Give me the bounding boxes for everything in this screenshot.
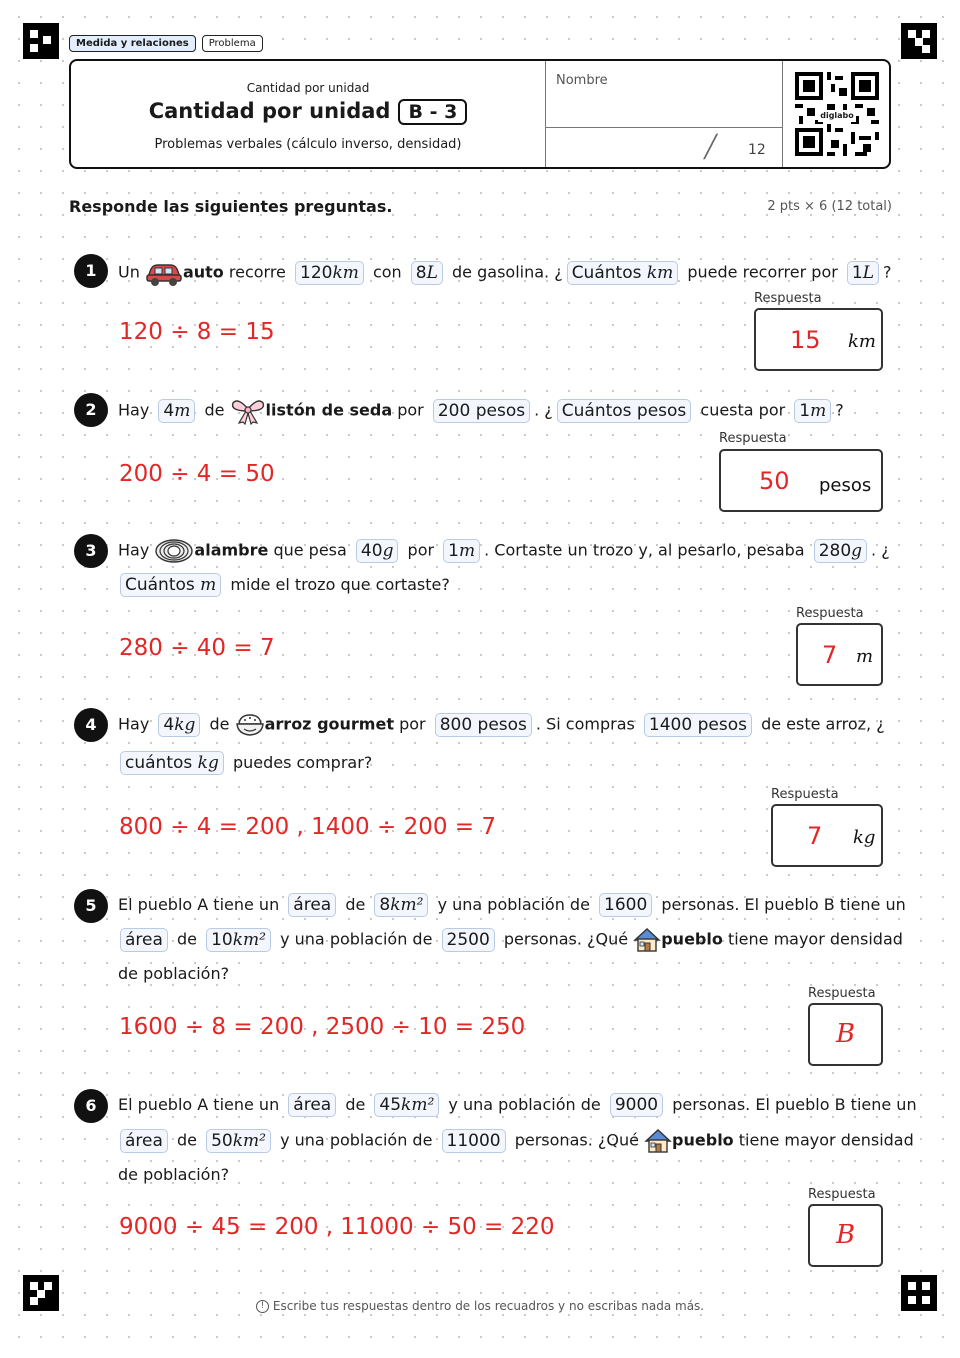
question-number: 1 [74, 254, 108, 288]
question-number: 6 [74, 1089, 108, 1123]
value-box: 1m [443, 539, 480, 563]
value-box: 2500 [442, 928, 495, 952]
calculation: 120 ÷ 8 = 15 [119, 319, 275, 345]
footer-text: Escribe tus respuestas dentro de los recuadros y no escribas nada más. [272, 1299, 705, 1313]
answer-box[interactable] [771, 804, 883, 867]
value-box: 8km² [374, 893, 428, 917]
question-number: 3 [74, 534, 108, 568]
answer-box[interactable] [808, 1003, 883, 1066]
question-4-text-line1: Hay 4kg de arroz gourmet por 800 pesos . Si compras 1400 pesos de este arroz, ¿ [118, 712, 885, 738]
question-number: 5 [74, 889, 108, 923]
header-title-row [71, 99, 545, 125]
answer-label: Respuesta [796, 606, 864, 621]
score-total: 12 [748, 142, 766, 158]
calculation: 1600 ÷ 8 = 200 , 2500 ÷ 10 = 250 [119, 1014, 526, 1040]
value-box: 4m [158, 399, 195, 423]
value-box: 120km [295, 261, 364, 285]
worksheet-header [69, 59, 891, 169]
rice-bowl-icon [235, 712, 265, 738]
question-2-text: Hay 4m de listón de seda por 200 pesos . ¿ Cuántos pesos cuesta por 1m ? [118, 397, 844, 425]
answer-box[interactable] [754, 308, 883, 371]
answer-label: Respuesta [808, 1187, 876, 1202]
answer-unit: kg [853, 827, 876, 848]
car-icon [145, 259, 183, 287]
answer-value: B [836, 1019, 856, 1049]
question-6-text-line1: El pueblo A tiene un área de 45km² y una población de 9000 personas. El pueblo B tiene un [118, 1095, 917, 1115]
value-box: 1L [847, 261, 879, 285]
corner-marker-top-left [23, 23, 59, 59]
calculation: 280 ÷ 40 = 7 [119, 635, 275, 661]
question-box: Cuántos km [567, 261, 679, 285]
score-slash: ╱ [704, 135, 718, 160]
value-box: 11000 [442, 1129, 506, 1153]
value-box: 200 pesos [433, 399, 530, 423]
header-description: Problemas verbales (cálculo inverso, densidad) [154, 137, 462, 152]
answer-label: Respuesta [719, 431, 787, 446]
question-box: Cuántos m [120, 573, 221, 597]
value-box: 45km² [374, 1093, 439, 1117]
answer-box[interactable] [796, 623, 883, 686]
answer-value: 7 [807, 822, 823, 850]
question-3-text-line1: Hay alambre que pesa 40g por 1m . Cortaste un trozo y, al pesarlo, pesaba 280g . ¿ [118, 538, 890, 564]
calculation: 800 ÷ 4 = 200 , 1400 ÷ 200 = 7 [119, 814, 497, 840]
name-label: Nombre [556, 73, 608, 88]
answer-label: Respuesta [754, 291, 822, 306]
name-field[interactable] [545, 61, 783, 167]
question-5-text-line2: área de 10km² y una población de 2500 personas. ¿Qué pueblo tiene mayor densidad [116, 927, 903, 953]
question-number: 4 [74, 708, 108, 742]
answer-box[interactable] [719, 449, 883, 512]
tag-category: Medida y relaciones [69, 35, 196, 52]
question-5-text-line1: El pueblo A tiene un área de 8km² y una población de 1600 personas. El pueblo B tiene un [118, 895, 906, 915]
wire-coil-icon [154, 538, 194, 564]
footer-note [0, 1299, 960, 1313]
value-box: 800 pesos [435, 713, 532, 737]
question-number: 2 [74, 393, 108, 427]
house-icon [633, 927, 661, 953]
qr-logo: diglabo [818, 110, 856, 122]
page-title: Cantidad por unidad [148, 99, 391, 123]
value-box: 10km² [206, 928, 271, 952]
question-4-text-line2: cuántos kg puedes comprar? [116, 751, 372, 775]
calculation: 200 ÷ 4 = 50 [119, 461, 275, 487]
answer-unit: pesos [819, 475, 872, 496]
answer-box[interactable] [808, 1204, 883, 1267]
answer-value: 50 [759, 467, 790, 495]
question-box: Cuántos pesos [557, 399, 692, 423]
value-box: área [288, 1093, 336, 1117]
value-box: 50km² [206, 1129, 271, 1153]
calculation: 9000 ÷ 45 = 200 , 11000 ÷ 50 = 220 [119, 1214, 555, 1240]
value-box: 8L [411, 261, 443, 285]
ribbon-bow-icon [230, 397, 266, 425]
value-box: área [288, 893, 336, 917]
points-summary: 2 pts × 6 (12 total) [767, 199, 892, 214]
answer-unit: m [856, 646, 874, 667]
value-box: 1m [794, 399, 831, 423]
header-subtitle: Cantidad por unidad [246, 81, 370, 95]
value-box: área [120, 928, 168, 952]
corner-marker-top-right [901, 23, 937, 59]
value-box: área [120, 1129, 168, 1153]
house-icon [644, 1128, 672, 1154]
info-icon: ! [256, 1300, 269, 1313]
question-1-text: Un auto recorre 120km con 8L de gasolina. ¿ Cuántos km puede recorrer por 1L ? [118, 259, 892, 287]
worksheet-code: B - 3 [398, 99, 467, 125]
question-6-text-line2: área de 50km² y una población de 11000 personas. ¿Qué pueblo tiene mayor densidad [116, 1128, 914, 1154]
question-3-text-line2: Cuántos m mide el trozo que cortaste? [116, 573, 450, 597]
instructions: Responde las siguientes preguntas. [69, 197, 393, 216]
answer-value: B [836, 1220, 856, 1250]
tag-type: Problema [202, 35, 263, 52]
value-box: 40g [356, 539, 399, 563]
answer-value: 15 [790, 326, 821, 354]
answer-label: Respuesta [808, 986, 876, 1001]
value-box: 280g [814, 539, 867, 563]
question-5-text-line3: de población? [118, 964, 230, 983]
question-6-text-line3: de población? [118, 1165, 230, 1184]
answer-label: Respuesta [771, 787, 839, 802]
value-box: 1600 [599, 893, 652, 917]
category-tags [69, 35, 263, 52]
value-box: 9000 [610, 1093, 663, 1117]
name-divider [546, 127, 782, 128]
value-box: 1400 pesos [644, 713, 752, 737]
header-title-area [71, 61, 545, 167]
value-box: 4kg [158, 713, 200, 737]
answer-value: 7 [822, 641, 838, 669]
question-box: cuántos kg [120, 751, 224, 775]
answer-unit: km [848, 331, 876, 352]
